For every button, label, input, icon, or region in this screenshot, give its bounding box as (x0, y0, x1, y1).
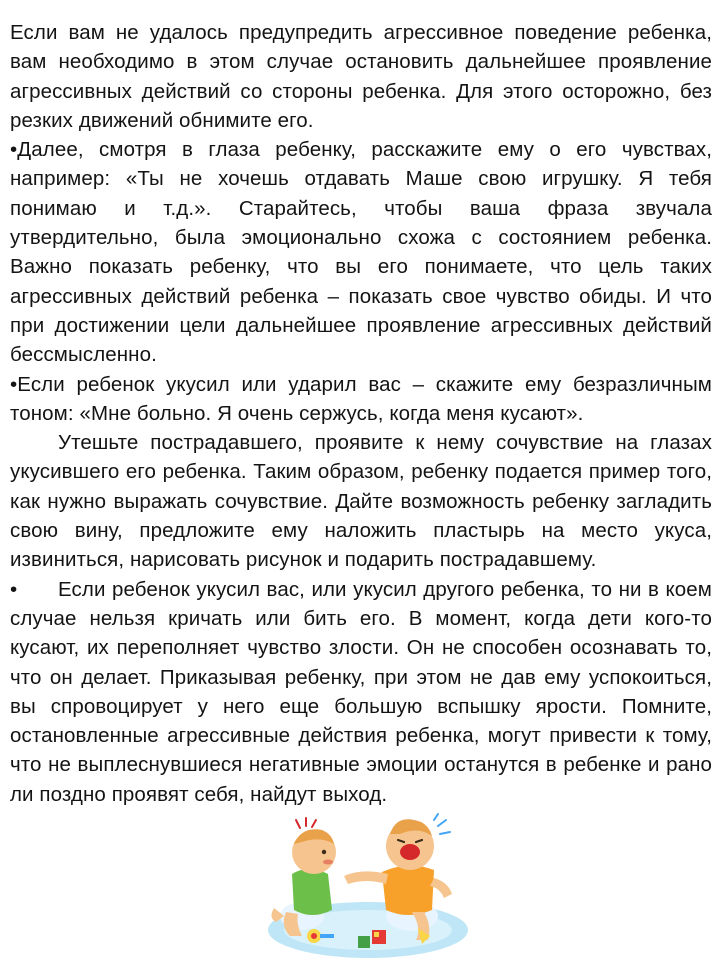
paragraph-bullet-feelings (10, 135, 712, 369)
right-arm (430, 878, 452, 898)
article-body (10, 18, 712, 809)
tear-marks (434, 814, 450, 834)
paragraph-bullet-bite-parent (10, 370, 712, 429)
two-toddlers-biting-illustration (262, 812, 472, 960)
left-eye (322, 850, 326, 854)
bitten-arm (344, 871, 388, 884)
green-shirt (292, 869, 332, 915)
toy-cube-green (358, 936, 370, 948)
paragraph-bullet-feelings-text: Далее, смотря в глаза ребенку, расскажите ему о его чувствах, например: «Ты не хочешь отдавать Маше свою игрушку. Я тебя понимаю и т.д.». Старайтесь, чтобы ваша фраза звучала утвердительно, была эмоционально схожа с состоянием ребенка. Важно показать ребенку, что вы его понимаете, что цель таких агрессивных действий ребенка – показать свое чувство обиды. И что при достижении цели дальнейшее проявление агрессивных действий бессмысленно. (10, 138, 712, 367)
toy-rattle-center (311, 933, 317, 939)
bullet-marker: • (10, 138, 18, 162)
paragraph-intro (10, 18, 712, 135)
anger-marks (296, 818, 316, 828)
paragraph-intro-text: Если вам не удалось предупредить агрессивное поведение ребенка, вам необходимо в этом случае остановить дальнейшее проявление агрессивных действий со стороны ребенка. Для этого осторожно, без резких движений обнимите его. (10, 21, 712, 132)
bullet-marker: • (10, 372, 18, 396)
orange-shirt (382, 865, 434, 915)
crying-mouth (400, 844, 420, 860)
left-mouth (323, 860, 333, 865)
paragraph-bullet-bite-parent-text: Если ребенок укусил или ударил вас – скажите ему безразличным тоном: «Мне больно. Я очень сержусь, когда меня кусают». (10, 372, 712, 425)
toddlers-illustration-svg (262, 812, 472, 960)
paragraph-bullet-no-shouting (10, 575, 712, 809)
paragraph-comfort-victim (10, 428, 712, 574)
paragraph-bullet-no-shouting-text: Если ребенок укусил вас, или укусил другого ребенка, то ни в коем случае нельзя кричать или бить его. В момент, когда дети кого-то кусают, их переполняет чувство злости. Он не способен осознавать то, что он делает. Приказывая ребенку, при этом не дав ему успокоиться, вы спровоцирует у него еще большую вспышку ярости. Помните, остановленные агрессивные действия ребенка, могут привести к тому, что не выплеснувшиеся негативные эмоции останутся в ребенке и рано ли поздно проявят себя, найдут выход. (10, 577, 712, 806)
paragraph-comfort-victim-text: Утешьте пострадавшего, проявите к нему сочувствие на глазах укусившего его ребенка. Таким образом, ребенку подается пример того, как нужно выражать сочувствие. Дайте возможность ребенку загладить свою вину, предложите ему наложить пластырь на место укуса, извиниться, нарисовать рисунок и подарить пострадавшему. (10, 431, 712, 572)
bullet-marker: • (10, 577, 18, 601)
toy-rattle-handle (320, 934, 334, 938)
toy-cube-spot (374, 932, 379, 937)
